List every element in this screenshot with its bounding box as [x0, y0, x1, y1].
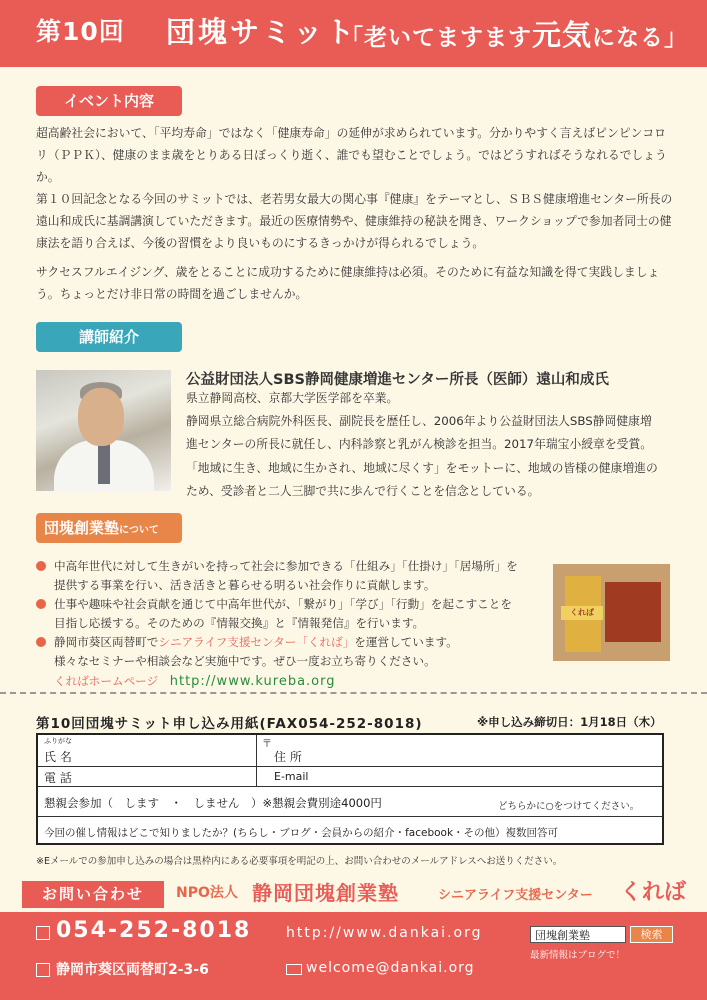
- org-prefix: NPO法人: [176, 885, 238, 901]
- contact-url[interactable]: http://www.dankai.org: [286, 925, 483, 941]
- list-item: 静岡市葵区両替町でシニアライフ支援センター「くれば」を運営しています。 様々なセミナーや相談会など実施中です。ぜひ一度お立ち寄りください。 くればホームページ http://www.kureba.org: [36, 633, 546, 691]
- speaker-heading: 講師紹介: [36, 322, 182, 352]
- deadline-label: ※申し込み締切日：1月18日（木）: [477, 715, 662, 729]
- speaker-line: 県立静岡高校、京都大学医学部を卒業。: [186, 391, 399, 405]
- bullet-icon: [36, 561, 46, 571]
- juku-bullets: [36, 557, 546, 691]
- bullet-icon: [36, 599, 46, 609]
- contact-phone[interactable]: 054-252-8018: [56, 918, 252, 943]
- form-title: 第10回団塊サミット申し込み用紙(FAX054-252-8018): [36, 716, 423, 732]
- speaker-line: 進センターの所長に就任し、内科診察と乳がん検診を担当。2017年瑞宝小綬章を受賞。: [186, 437, 653, 451]
- email-field[interactable]: E-mail: [274, 770, 309, 783]
- speaker-line: 「地域に生き、地域に生かされ、地域に尽くす」をモットーに、地域の皆様の健康増進の: [186, 461, 658, 475]
- homepage-label: くればホームページ: [54, 674, 159, 688]
- center-label: シニアライフ支援センター: [438, 888, 593, 903]
- list-item: 仕事や趣味や社会貢献を通じて中高年世代が、「繋がり」「学び」「行動」を起こすことを 目指し応援する。そのための『情報交換』と『情報発信』を行います。: [36, 595, 546, 633]
- speaker-photo: [36, 370, 171, 491]
- building-icon: [36, 963, 50, 977]
- org-name: 静岡団塊創業塾: [252, 881, 399, 905]
- contact-label: お問い合わせ: [22, 881, 164, 908]
- phone-field[interactable]: 電 話: [44, 771, 72, 785]
- cut-line: [0, 692, 707, 694]
- page-header: [0, 0, 707, 67]
- event-paragraph-1: 超高齢社会において、「平均寿命」ではなく「健康寿命」の延伸が求められています。分かりやすく言えばピンピンコロリ（ＰＰＫ）、健康のまま歳をとりある日ぼっくり逝く、誰でも望むことでしょう。ではどうすればそうなれるでしょうか。: [36, 126, 667, 184]
- source-question[interactable]: 今回の催し情報はどこで知りましたか？(ちらし・ブログ・会員からの紹介・facebook・その他）複数回答可: [44, 827, 559, 839]
- search-input[interactable]: 団塊創業塾: [530, 926, 626, 943]
- mail-icon: [286, 964, 302, 975]
- event-paragraph-2: 第１０回記念となる今回のサミットでは、老若男女最大の関心事『健康』をテーマとし、ＳＢＳ健康増進センター所長の遠山和成氏に基調講演していただきます。最近の医療情勢や、健康維持の秘訣を聞き、ワークショップで参加者同士の健康法を語り合えば、今後の習慣をより良いものにするきっかけが得られるでしょう。: [36, 192, 673, 250]
- list-item: 中高年世代に対して生きがいを持って社会に参加できる「仕組み」「仕掛け」「居場所」を 提供する事業を行い、活き活きと暮らせる明るい社会作りに貢献します。: [36, 557, 546, 595]
- phone-icon: [36, 926, 50, 940]
- kureba-photo: くれば: [553, 564, 670, 661]
- form-note: ※Eメールでの参加申し込みの場合は黒枠内にある必要事項を明記の上、お問い合わせのメールアドレスへお送りください。: [36, 856, 563, 867]
- party-option[interactable]: 懇親会参加（ します ・ しません ）※懇親会費別途4000円: [44, 796, 382, 810]
- event-heading: イベント内容: [36, 86, 182, 116]
- postal-mark: 〒: [262, 739, 272, 750]
- edition-label: 第10回: [36, 17, 125, 46]
- page-title: 団塊サミット: [166, 15, 358, 49]
- speaker-name: 公益財団法人SBS静岡健康増進センター所長（医師）遠山和成氏: [186, 372, 609, 388]
- center-name: くれば: [620, 880, 687, 905]
- search-button[interactable]: 検索: [630, 926, 673, 943]
- furigana-label: ふりがな: [44, 737, 72, 745]
- latest-info-label: 最新情報はブログで！: [530, 950, 626, 961]
- party-hint: どちらかに○をつけてください。: [498, 801, 640, 812]
- speaker-line: ため、受診者と二人三脚で共に歩んで行くことを信念としている。: [186, 484, 540, 498]
- contact-address: 静岡市葵区両替町2-3-6: [56, 962, 209, 978]
- juku-heading: 団塊創業塾について: [36, 513, 182, 543]
- bullet-icon: [36, 637, 46, 647]
- address-field[interactable]: 住 所: [274, 750, 302, 764]
- homepage-link[interactable]: http://www.kureba.org: [169, 674, 336, 689]
- event-paragraph-3: サクセスフルエイジング、歳をとることに成功するために健康維持は必須。そのために有益な知識を得て実践しましょう。ちょっとだけ非日常の時間を過ごしませんか。: [36, 265, 660, 301]
- speaker-line: 静岡県立総合病院外科医長、副院長を歴任し、2006年より公益財団法人SBS静岡健康増: [186, 414, 652, 428]
- page-subtitle: 「老いてますます元気になる」: [340, 18, 689, 52]
- contact-email[interactable]: welcome@dankai.org: [306, 960, 475, 976]
- application-form: [36, 733, 664, 845]
- name-field[interactable]: 氏 名: [44, 750, 72, 764]
